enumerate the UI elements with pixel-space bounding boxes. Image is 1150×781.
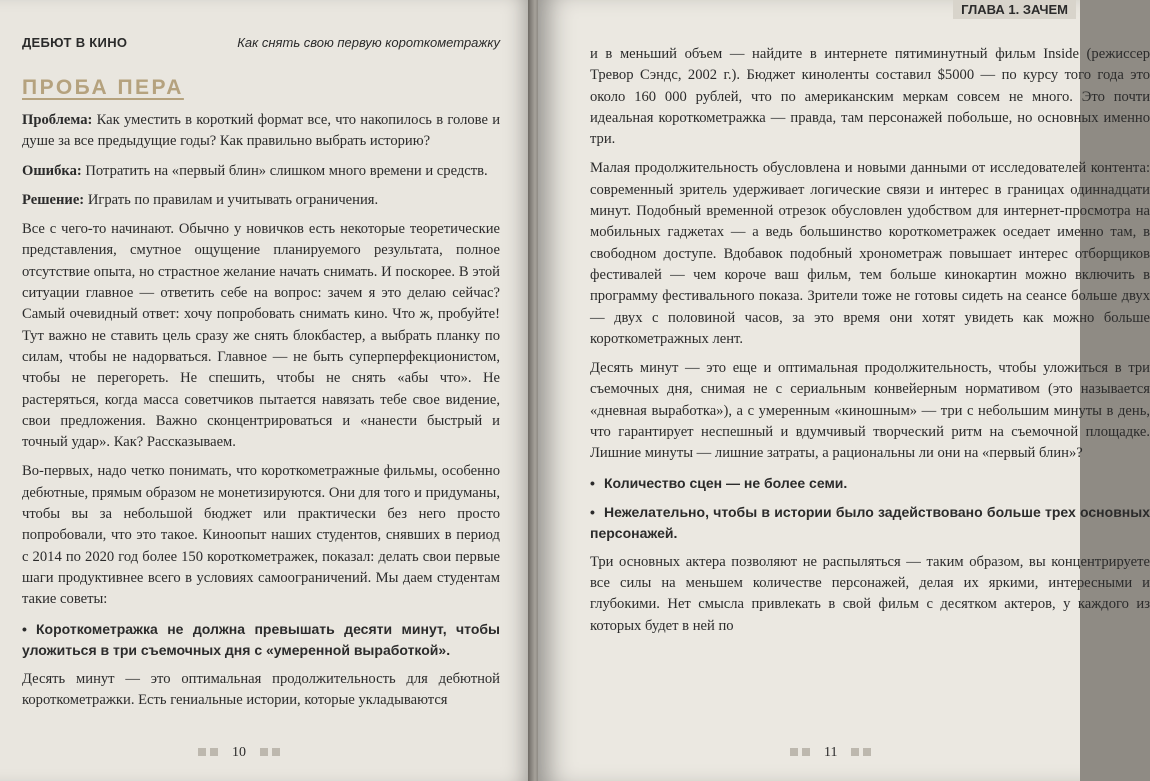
error-paragraph [22, 161, 500, 182]
bullet-item [22, 619, 500, 661]
footer-ornament [788, 745, 812, 761]
footer-ornament [196, 745, 220, 761]
footer-ornament [849, 745, 873, 761]
solution-paragraph [22, 190, 500, 211]
error-label: Ошибка: [22, 162, 82, 179]
book-title: ДЕБЮТ В КИНО [22, 35, 128, 50]
solution-text: Играть по правилам и учитывать ограничения. [87, 191, 379, 208]
page-footer [196, 745, 282, 761]
chapter-tab: ГЛАВА 1. ЗАЧЕМ [953, 0, 1076, 19]
bullet-dot: • [22, 620, 27, 637]
body-paragraph: Десять минут — это еще и оптимальная продолжительность, чтобы уложиться в три съемочных дня, снимая не с сериальным конвейерным нормативом (это называется «дневная выработка»), а с умеренным «киношным» — три с небольшим минуты в день, что гарантирует неспешный и вдумчивый творческий ритм на съемочной площадке. Лишние минуты — лишние затраты, а рациональны ли они на «первый блин»? [590, 360, 1150, 462]
body-paragraph: Три основных актера позволяют не распыляться — таким образом, вы концентрируете все силы на меньшем количестве персонажей, делая их яркими, интересными и глубокими. Нет смысла привлекать в свой фильм с десятком актеров, у каждого из которых будет в ней по [590, 553, 1150, 634]
body-paragraph: Во-первых, надо четко понимать, что короткометражные фильмы, особенно дебютные, прямым образом не монетизируются. Они для того и придуманы, чтобы вы за небольшой бюджет или практически без него просто попробовали, что это такое. Киноопыт наших студентов, снявших в период с 2014 по 2020 год более 150 короткометражек, показал: делать свои первые шаги продуктивнее всего в условиях самоограничений. Мы даем студентам такие советы: [22, 463, 500, 608]
right-page [538, 0, 1150, 781]
section-title: ПРОБА ПЕРА [22, 76, 184, 99]
running-header [22, 10, 500, 50]
bullet-dot: • [590, 503, 595, 520]
body-paragraph: Десять минут — это оптимальная продолжительность для дебютной короткометражки. Есть гениальные истории, которые укладываются [22, 670, 500, 708]
footer-ornament [258, 745, 282, 761]
bullet-item [590, 473, 1150, 494]
bullet-text: Нежелательно, чтобы в истории было задействовано больше трех основных персонажей. [590, 503, 1150, 541]
problem-text: Как уместить в короткий формат все, что накопилось в голове и душе за все предыдущие годы? Как правильно выбрать историю? [22, 112, 500, 150]
right-running-header [590, 2, 1080, 44]
bullet-text: Короткометражка не должна превышать десяти минут, чтобы уложиться в три съемочных дня с «умеренной выработкой». [22, 620, 500, 658]
bullet-dot: • [590, 474, 595, 491]
problem-label: Проблема: [22, 112, 93, 128]
body-paragraph: и в меньший объем — найдите в интернете пятиминутный фильм Inside (режиссер Тревор Сэндс, 2002 г.). Бюджет киноленты составил $5000 — по курсу того года это около 160 000 рублей, что по американским меркам совсем не много. Это почти идеальная короткометражка — правда, там персонажей побольше, но основных именно три. [590, 46, 1150, 148]
left-page [0, 0, 532, 781]
book-subtitle: Как снять свою первую короткометражку [237, 35, 500, 50]
page-number: 11 [824, 745, 838, 760]
bullet-text: Количество сцен — не более семи. [604, 474, 848, 491]
page-footer [788, 745, 873, 761]
page-number: 10 [232, 745, 246, 760]
problem-paragraph [22, 110, 500, 153]
body-paragraph: Малая продолжительность обусловлена и новыми данными от исследователей контента: современный зритель удерживает логические связи и интерес в границах одиннадцати минут. Подобный временной отрезок обусловлен удобством для интернет-просмотра на мобильных гаджетах — а ведь большинство короткометражек оседает именно там, в свободном доступе. Вдобавок подобный хронометраж повышает интерес отборщиков фестивалей — чем короче ваш фильм, тем больше кинокартин можно включить в программу фестивального показа. Зрители тоже не готовы сидеть на сеансе больше двух — двух с половиной часов, за это время они хотят увидеть как можно больше короткометражных лент. [590, 160, 1150, 347]
solution-label: Решение: [22, 191, 85, 208]
body-paragraph: Все с чего-то начинают. Обычно у новичков есть некоторые теоретические представления, смутное ощущение планируемого результата, полное отсутствие опыта, но страстное желание начать снимать. И поскорее. В этой ситуации главное — ответить себе на вопрос: зачем я это делаю сейчас? Самый очевидный ответ: хочу попробовать снимать кино. Что ж, пробуйте! Тут важно не ставить цель сразу же снять блокбастер, а выбрать планку по силам, чтобы не надорваться. Главное — не быть суперперфекционистом, чтобы не перегореть. Не спешить, чтобы не снять «абы что». Не растеряться, когда масса советчиков пытается навязать тебе свое видение, свои предложения. Важно сконцентрироваться и «нанести быстрый и точный удар». Как? Рассказываем. [22, 221, 500, 451]
bullet-item [590, 502, 1150, 544]
error-text: Потратить на «первый блин» слишком много времени и средств. [85, 162, 488, 179]
